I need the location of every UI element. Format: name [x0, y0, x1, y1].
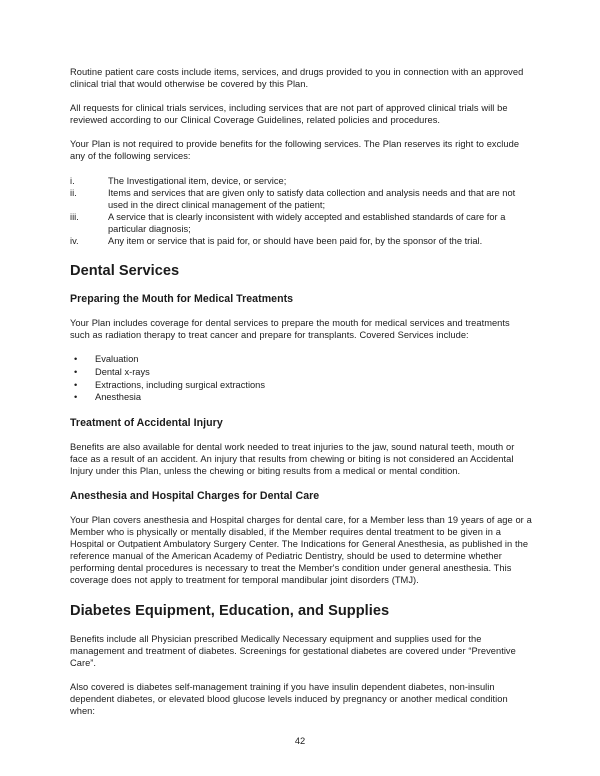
list-item [70, 366, 532, 379]
heading-dental-services: Dental Services [70, 263, 180, 280]
list-item-text: Extractions, including surgical extractions [95, 379, 266, 390]
paragraph-diabetes-self-management: Also covered is diabetes self-management training if you have insulin dependent diabetes, non-insulin dependent diabetes, or elevated blood glucose levels induced by pregnancy or another medical condition when: [70, 681, 508, 716]
list-item [70, 391, 532, 404]
heading-preparing-the-mouth: Preparing the Mouth for Medical Treatments [70, 293, 294, 306]
list-item [70, 379, 532, 392]
list-marker: i. [70, 175, 75, 186]
paragraph-routine-patient-care: Routine patient care costs include items, services, and drugs provided to you in connection with an approved clinical trial that would otherwise be covered by this Plan. [70, 67, 524, 90]
paragraph-anesthesia-hospital-charges: Your Plan covers anesthesia and Hospital charges for dental care, for a Member less than 19 years of age or a Member who is physically or mentally disabled, if the Member requires dental treatment to be given in a Hospital or Outpatient Ambulatory Surgery Center. The Indications for General Anesthesia, as published in the reference manual of the American Academy of Pediatric Dentistry, should be used to determine whether performing dental procedures is necessary to treat the Member's condition under general anesthesia. This coverage does not apply to treatment for temporal mandibular joint disorders (TMJ). [70, 514, 532, 586]
list-item-text: Dental x-rays [95, 366, 150, 377]
paragraph-diabetes-benefits: Benefits include all Physician prescribed Medically Necessary equipment and supplies used for the management and treatment of diabetes. Screenings for gestational diabetes are covered under “Preventive Care”. [70, 633, 516, 668]
list-item-text: A service that is clearly inconsistent with widely accepted and established standards of care for a particular diagnosis; [108, 211, 506, 234]
list-item [70, 187, 532, 211]
covered-services-list [70, 353, 532, 403]
paragraph-clinical-trials-requests: All requests for clinical trials services, including services that are not part of approved clinical trials will be reviewed according to our Clinical Coverage Guidelines, related policies and procedures. [70, 103, 508, 126]
heading-anesthesia-hospital-charges: Anesthesia and Hospital Charges for Dental Care [70, 489, 320, 502]
list-item-text: Any item or service that is paid for, or should have been paid for, by the sponsor of the trial. [108, 236, 483, 247]
list-item-text: Anesthesia [95, 392, 141, 403]
page-content [70, 66, 532, 729]
list-item-text: The Investigational item, device, or service; [108, 175, 287, 186]
paragraph-preparing-the-mouth: Your Plan includes coverage for dental services to prepare the mouth for medical services and treatments such as radiation therapy to treat cancer and prepare for transplants. Covered Services include: [70, 318, 510, 341]
page-number: 42 [294, 736, 306, 746]
list-marker: iv. [70, 236, 79, 247]
bullet-icon: • [74, 379, 78, 390]
list-item [70, 235, 532, 247]
list-item [70, 353, 532, 366]
paragraph-accidental-injury: Benefits are also available for dental work needed to treat injuries to the jaw, sound natural teeth, mouth or face as a result of an accident. An injury that results from chewing or biting is not considered an Accidental Injury under this Plan, unless the chewing or biting results from a medical or mental condition. [70, 441, 515, 476]
list-marker: iii. [70, 211, 79, 222]
paragraph-plan-not-required: Your Plan is not required to provide benefits for the following services. The Plan reserves its right to exclude any of the following services: [70, 139, 520, 162]
bullet-icon: • [74, 354, 78, 365]
heading-diabetes-equipment-education-supplies: Diabetes Equipment, Education, and Supplies [70, 602, 390, 619]
list-item-text: Items and services that are given only to satisfy data collection and analysis needs and that are not used in the direct clinical management of the patient; [108, 187, 516, 210]
list-item [70, 211, 532, 235]
list-item [70, 175, 532, 187]
list-item-text: Evaluation [95, 354, 139, 365]
heading-treatment-of-accidental-injury: Treatment of Accidental Injury [70, 416, 223, 429]
list-marker: ii. [70, 187, 77, 198]
bullet-icon: • [74, 392, 78, 403]
bullet-icon: • [74, 366, 78, 377]
excluded-services-list [70, 175, 532, 248]
